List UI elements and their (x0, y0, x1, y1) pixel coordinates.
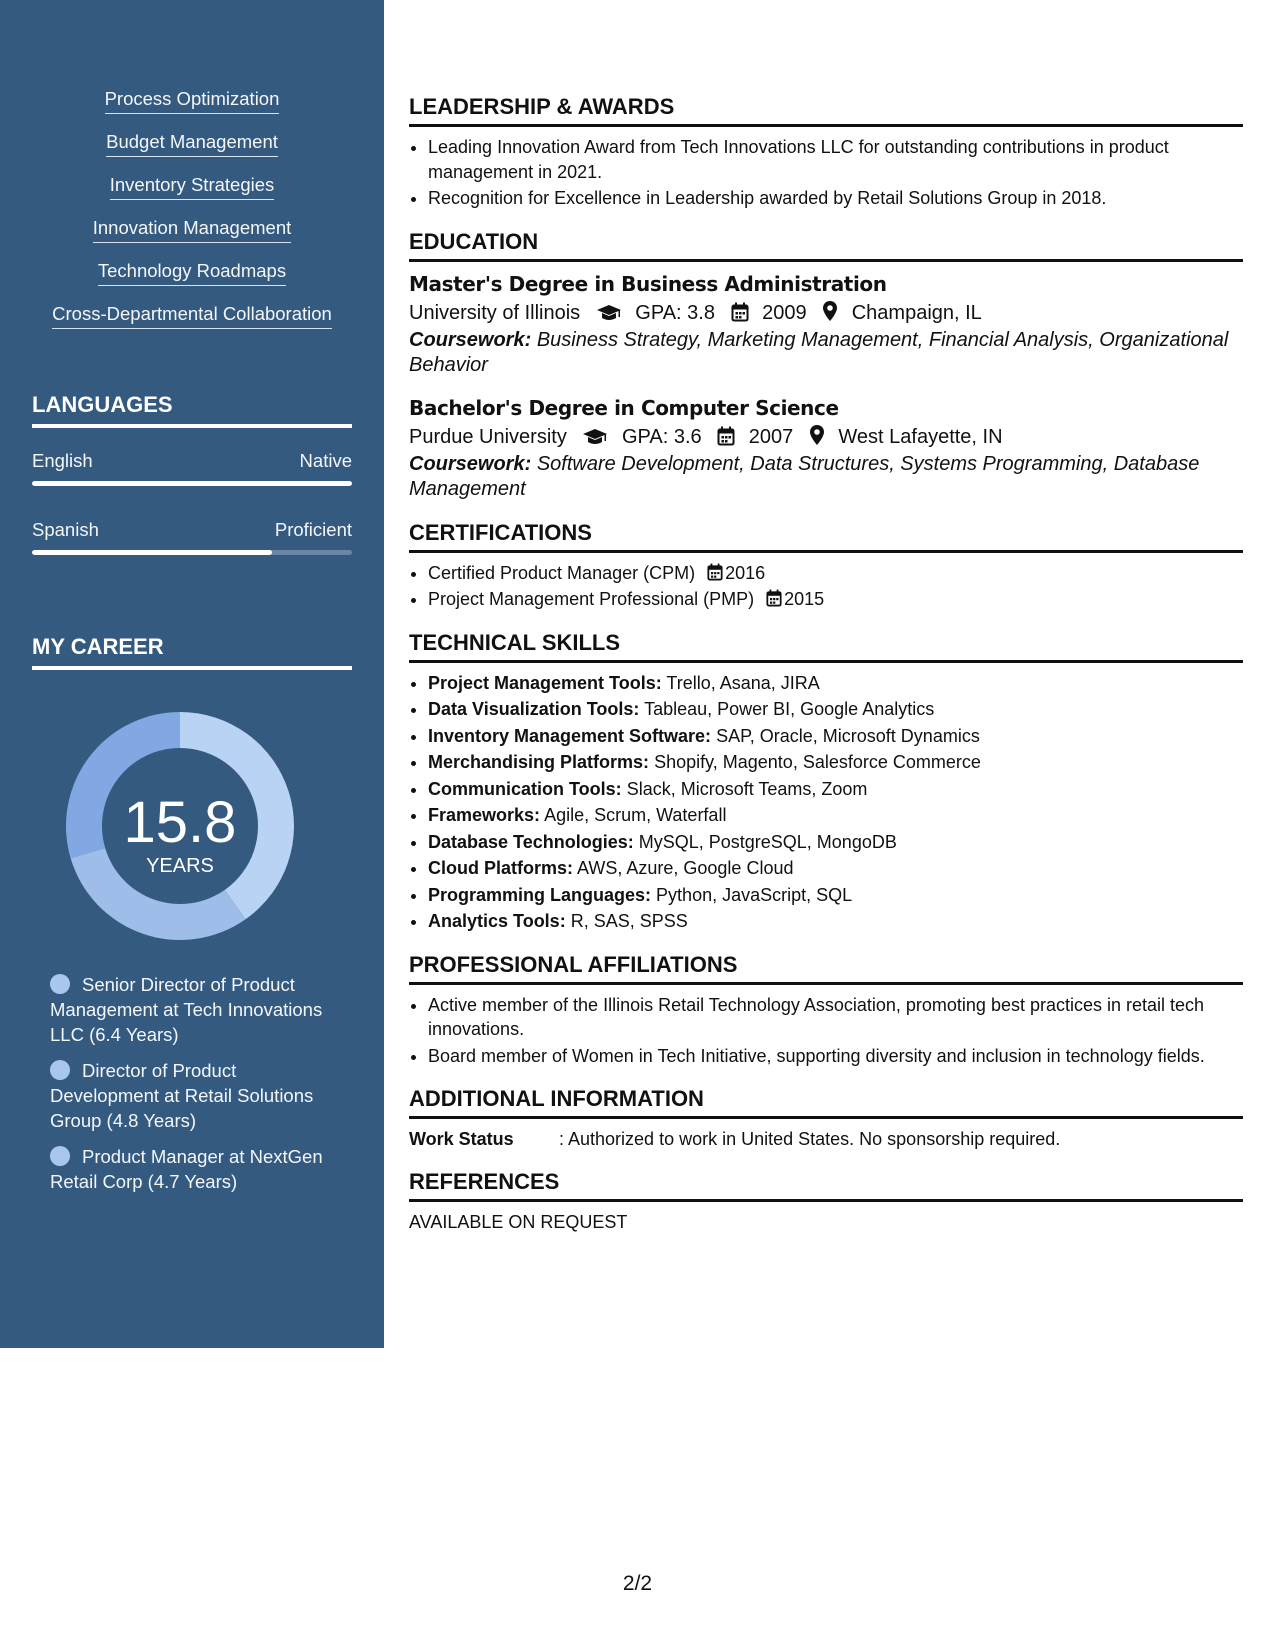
career-item (50, 1144, 350, 1194)
section-title: PROFESSIONAL AFFILIATIONS (409, 952, 1243, 985)
skill-value: Trello, Asana, JIRA (666, 672, 820, 693)
degree-title: Bachelor's Degree in Computer Science (409, 395, 839, 420)
bullet-dot-icon (50, 1060, 70, 1080)
skill-value: AWS, Azure, Google Cloud (577, 858, 794, 878)
education-meta (409, 298, 1243, 328)
career-total-value: 15.8 (123, 790, 237, 855)
language-row (32, 519, 352, 541)
skill-item (428, 671, 1243, 696)
calendar-icon (766, 589, 782, 607)
skill-tag[interactable]: Process Optimization (105, 88, 280, 114)
skill-label: Analytics Tools: (428, 911, 566, 931)
career-item (50, 1058, 350, 1133)
skill-item (428, 803, 1243, 828)
education-section (409, 229, 1243, 502)
main-content (409, 94, 1243, 1252)
skill-label: Frameworks: (428, 805, 541, 825)
skill-value: Shopify, Magento, Salesforce Commerce (654, 752, 981, 772)
skill-label: Programming Languages: (428, 884, 652, 905)
skill-tag[interactable]: Technology Roadmaps (98, 260, 286, 286)
map-pin-icon (822, 300, 838, 322)
skill-value: SAP, Oracle, Microsoft Dynamics (716, 725, 980, 746)
language-level: Native (299, 450, 352, 471)
skill-value: Tableau, Power BI, Google Analytics (644, 699, 935, 719)
section-title: ADDITIONAL INFORMATION (409, 1086, 1243, 1119)
skill-tag[interactable]: Innovation Management (93, 217, 292, 243)
skill-item (428, 909, 1243, 934)
career-list (50, 972, 350, 1205)
work-status-value: : Authorized to work in United States. No sponsorship required. (559, 1129, 1061, 1149)
skill-tag[interactable]: Inventory Strategies (110, 174, 275, 200)
work-status-row (409, 1127, 1243, 1151)
sidebar (0, 0, 384, 1348)
skill-label: Merchandising Platforms: (428, 752, 650, 772)
calendar-icon (707, 563, 723, 581)
calendar-icon (717, 426, 735, 446)
skill-item (428, 697, 1243, 722)
skills-list (0, 88, 384, 346)
career-item-text: Product Manager at NextGen Retail Corp (4.7 Years) (50, 1146, 323, 1192)
graduation-year: 2007 (748, 425, 794, 448)
school-name: University of Illinois (409, 301, 581, 324)
list-item: • Board member of Women in Tech Initiative, supporting diversity and inclusion in technology fields. (428, 1044, 1243, 1069)
list-item: • Active member of the Illinois Retail Technology Association, promoting best practices in retail tech innovations. (428, 993, 1243, 1042)
skill-item (428, 883, 1243, 908)
skill-item (428, 777, 1243, 802)
affiliations-section (409, 952, 1243, 1069)
skill-item (428, 856, 1243, 881)
certification-year: 2015 (784, 589, 825, 609)
coursework-label: Coursework: (409, 452, 532, 475)
coursework (409, 328, 1243, 378)
page-number: 2/2 (622, 1572, 653, 1595)
skill-label: Cloud Platforms: (428, 858, 574, 878)
degree-title: Master's Degree in Business Administration (409, 271, 887, 296)
section-title: TECHNICAL SKILLS (409, 630, 1243, 663)
coursework-text: Business Strategy, Marketing Management, Financial Analysis, Organizational Behavior (409, 328, 1229, 376)
career-heading: MY CAREER (32, 634, 352, 670)
skill-item (428, 724, 1243, 749)
graduation-cap-icon (582, 428, 608, 446)
coursework-label: Coursework: (409, 328, 532, 351)
education-entry (409, 270, 1243, 378)
career-donut-chart (66, 712, 294, 940)
languages-heading: LANGUAGES (32, 392, 352, 428)
certification-name: Project Management Professional (PMP) (428, 589, 755, 609)
references-text: AVAILABLE ON REQUEST (409, 1212, 628, 1232)
school-location: Champaign, IL (851, 301, 982, 324)
coursework (409, 452, 1243, 502)
career-item-text: Director of Product Development at Retail Solutions Group (4.8 Years) (50, 1060, 314, 1131)
graduation-year: 2009 (762, 301, 807, 324)
career-total-unit: YEARS (146, 855, 214, 877)
skill-value: MySQL, PostgreSQL, MongoDB (638, 831, 897, 852)
language-bar-fill (32, 550, 272, 555)
map-pin-icon (809, 424, 825, 446)
skill-item (428, 830, 1243, 855)
career-item (50, 972, 350, 1047)
skill-value: Python, JavaScript, SQL (656, 884, 853, 905)
work-status-label: Work Status (409, 1129, 514, 1149)
skill-tag[interactable]: Cross-Departmental Collaboration (52, 303, 332, 329)
language-row (32, 450, 352, 472)
list-item: • Leading Innovation Award from Tech Innovations LLC for outstanding contributions in product management in 2021. (428, 135, 1243, 184)
school-name: Purdue University (409, 425, 567, 448)
skill-value: Slack, Microsoft Teams, Zoom (626, 778, 868, 799)
language-name: English (32, 450, 93, 471)
education-meta (409, 422, 1243, 452)
skill-label: Project Management Tools: (428, 672, 662, 693)
education-entry (409, 394, 1243, 502)
certification-item (428, 587, 1243, 612)
certifications-section (409, 520, 1243, 612)
skill-tag[interactable]: Budget Management (106, 131, 278, 157)
skill-label: Communication Tools: (428, 778, 622, 799)
school-location: West Lafayette, IN (838, 425, 1003, 448)
language-bar-fill (32, 481, 352, 486)
skill-value: Agile, Scrum, Waterfall (544, 805, 727, 825)
language-bar (32, 481, 352, 486)
section-title: LEADERSHIP & AWARDS (409, 94, 1243, 127)
skill-value: R, SAS, SPSS (570, 911, 688, 931)
leadership-section (409, 94, 1243, 211)
coursework-text: Software Development, Data Structures, Systems Programming, Database Management (409, 452, 1200, 500)
gpa: GPA: 3.6 (621, 425, 702, 448)
section-title: REFERENCES (409, 1169, 1243, 1202)
certification-year: 2016 (725, 562, 766, 583)
skill-label: Database Technologies: (428, 831, 634, 852)
language-name: Spanish (32, 519, 99, 540)
skill-label: Data Visualization Tools: (428, 699, 640, 719)
graduation-cap-icon (596, 304, 622, 322)
gpa: GPA: 3.8 (635, 301, 715, 324)
career-item-text: Senior Director of Product Management at Tech Innovations LLC (6.4 Years) (50, 974, 323, 1045)
language-bar (32, 550, 352, 555)
technical-skills-section (409, 630, 1243, 934)
section-title: EDUCATION (409, 229, 1243, 262)
references-section (409, 1169, 1243, 1234)
skill-label: Inventory Management Software: (428, 725, 712, 746)
skill-item (428, 750, 1243, 775)
bullet-dot-icon (50, 974, 70, 994)
bullet-dot-icon (50, 1146, 70, 1166)
certification-item (428, 561, 1243, 586)
language-level: Proficient (274, 519, 352, 540)
additional-info-section (409, 1086, 1243, 1151)
certification-name: Certified Product Manager (CPM) (428, 562, 696, 583)
section-title: CERTIFICATIONS (409, 520, 1243, 553)
calendar-icon (731, 302, 749, 322)
list-item: • Recognition for Excellence in Leadership awarded by Retail Solutions Group in 2018. (428, 186, 1243, 211)
